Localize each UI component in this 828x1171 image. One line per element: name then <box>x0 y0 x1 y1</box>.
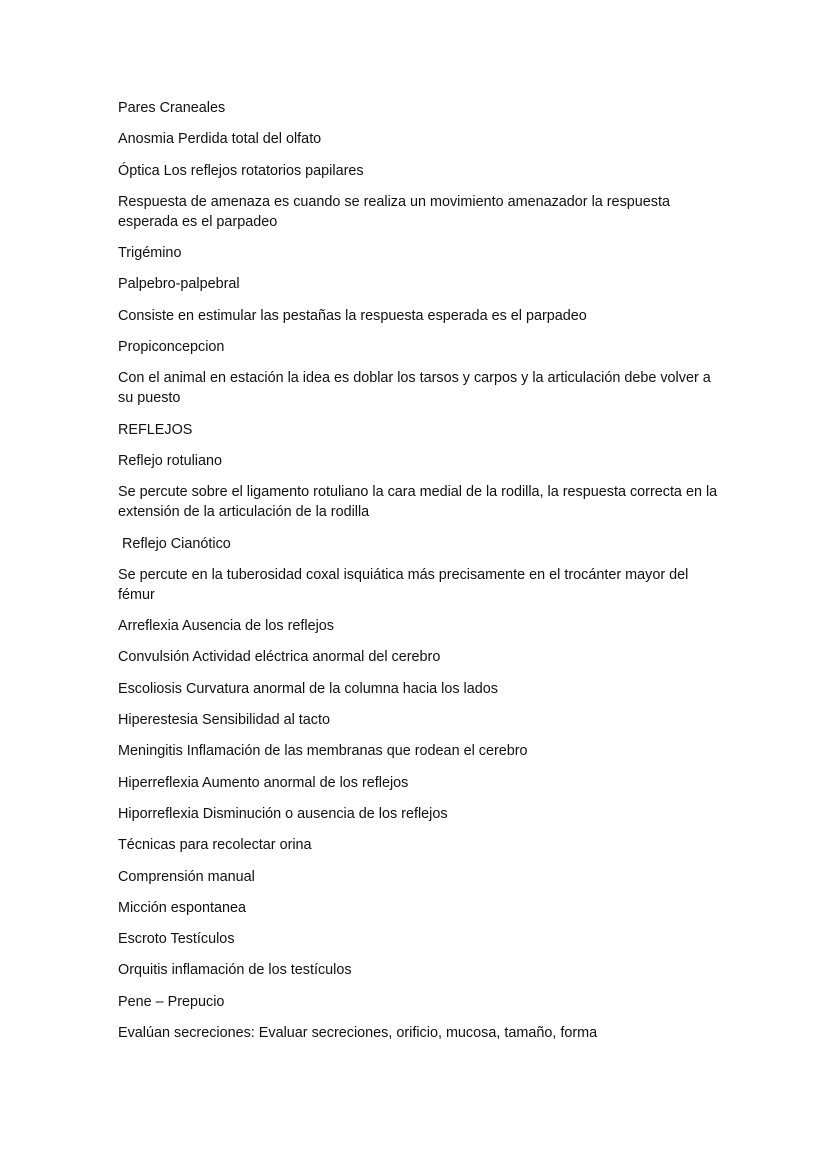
paragraph: Comprensión manual <box>118 868 255 885</box>
paragraph: Orquitis inflamación de los testículos <box>118 962 352 979</box>
paragraph: Con el animal en estación la idea es doblar los tarsos y carpos y la articulación debe volver a su puesto <box>118 370 715 407</box>
paragraph: Micción espontanea <box>118 899 246 916</box>
paragraph: Respuesta de amenaza es cuando se realiza un movimiento amenazador la respuesta esperada es el parpadeo <box>118 193 674 230</box>
paragraph: Reflejo Cianótico <box>118 535 231 552</box>
paragraph: Evalúan secreciones: Evaluar secreciones, orificio, mucosa, tamaño, forma <box>118 1025 598 1042</box>
paragraph: Hiperestesia Sensibilidad al tacto <box>118 712 330 729</box>
document-body <box>118 98 722 1054</box>
paragraph: Pene – Prepucio <box>118 993 225 1010</box>
heading-pares-craneales: Pares Craneales <box>118 100 226 116</box>
paragraph: Propiconcepcion <box>118 339 225 356</box>
paragraph: Hiporreflexia Disminución o ausencia de los reflejos <box>118 805 448 822</box>
paragraph: Escroto Testículos <box>118 931 235 948</box>
paragraph: Convulsión Actividad eléctrica anormal del cerebro <box>118 649 441 666</box>
paragraph: Hiperreflexia Aumento anormal de los reflejos <box>118 774 409 791</box>
paragraph: Escoliosis Curvatura anormal de la columna hacia los lados <box>118 680 498 697</box>
paragraph: Reflejo rotuliano <box>118 452 222 469</box>
paragraph: Técnicas para recolectar orina <box>118 837 312 854</box>
paragraph: Óptica Los reflejos rotatorios papilares <box>118 162 364 179</box>
paragraph: Arreflexia Ausencia de los reflejos <box>118 618 334 635</box>
paragraph: Se percute en la tuberosidad coxal isquiática más precisamente en el trocánter mayor del fémur <box>118 566 693 603</box>
paragraph: Palpebro-palpebral <box>118 276 240 293</box>
paragraph: Meningitis Inflamación de las membranas que rodean el cerebro <box>118 743 528 760</box>
paragraph: Trigémino <box>118 245 182 262</box>
heading-reflejos: REFLEJOS <box>118 421 193 438</box>
paragraph: Anosmia Perdida total del olfato <box>118 131 322 148</box>
paragraph: Se percute sobre el ligamento rotuliano la cara medial de la rodilla, la respuesta correcta en la extensión de la articulación de la rodilla <box>118 484 722 521</box>
paragraph: Consiste en estimular las pestañas la respuesta esperada es el parpadeo <box>118 307 587 324</box>
